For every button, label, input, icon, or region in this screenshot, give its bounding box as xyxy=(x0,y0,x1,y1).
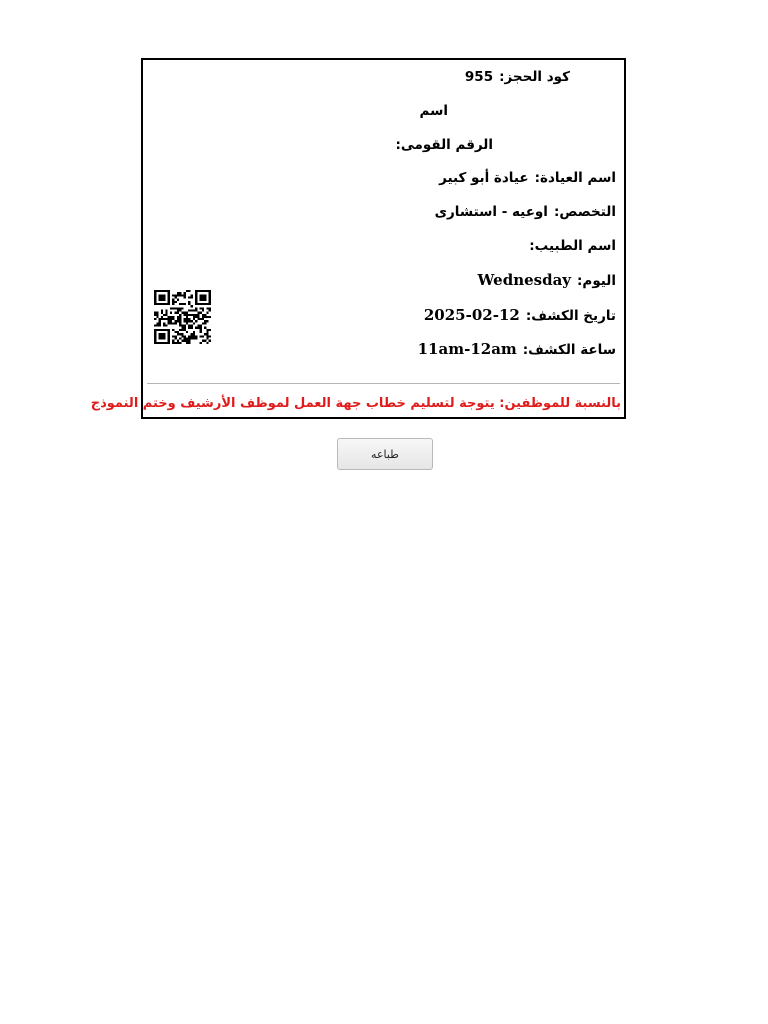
date-value: 2025-02-12 xyxy=(423,306,520,324)
national-id-label: الرقم القومى: xyxy=(395,137,493,153)
date-label: تاريخ الكشف: xyxy=(525,308,616,324)
doctor-label: اسم الطبيب: xyxy=(529,238,616,254)
clinic-row xyxy=(439,168,616,188)
divider xyxy=(147,383,620,384)
day-label: اليوم: xyxy=(577,273,616,289)
specialty-label: التخصص: xyxy=(553,204,616,220)
day-row xyxy=(478,270,616,291)
print-button[interactable]: طباعه xyxy=(337,438,433,470)
time-label: ساعة الكشف: xyxy=(522,342,616,358)
booking-code-label: كود الحجز: xyxy=(499,69,570,85)
qr-code-icon xyxy=(154,290,211,344)
doctor-row xyxy=(529,236,616,256)
specialty-value: اوعيه - استشارى xyxy=(434,204,548,220)
employee-notice: بالنسبة للموظفين: يتوجة لتسليم خطاب جهة العمل لموظف الأرشيف وختم النموذج xyxy=(90,396,621,411)
date-row xyxy=(424,305,616,326)
booking-code-value: 955 xyxy=(464,69,494,85)
specialty-row xyxy=(435,202,616,222)
time-value: 11am-12am xyxy=(417,340,517,358)
clinic-value: عيادة أبو كبير xyxy=(439,170,529,186)
clinic-label: اسم العيادة: xyxy=(534,170,616,186)
name-label: اسم xyxy=(419,103,448,119)
booking-code-row xyxy=(465,67,570,87)
name-row xyxy=(420,101,449,121)
booking-ticket xyxy=(90,58,626,419)
time-row xyxy=(418,339,616,360)
day-value: Wednesday xyxy=(477,271,572,289)
national-id-row xyxy=(395,135,493,155)
